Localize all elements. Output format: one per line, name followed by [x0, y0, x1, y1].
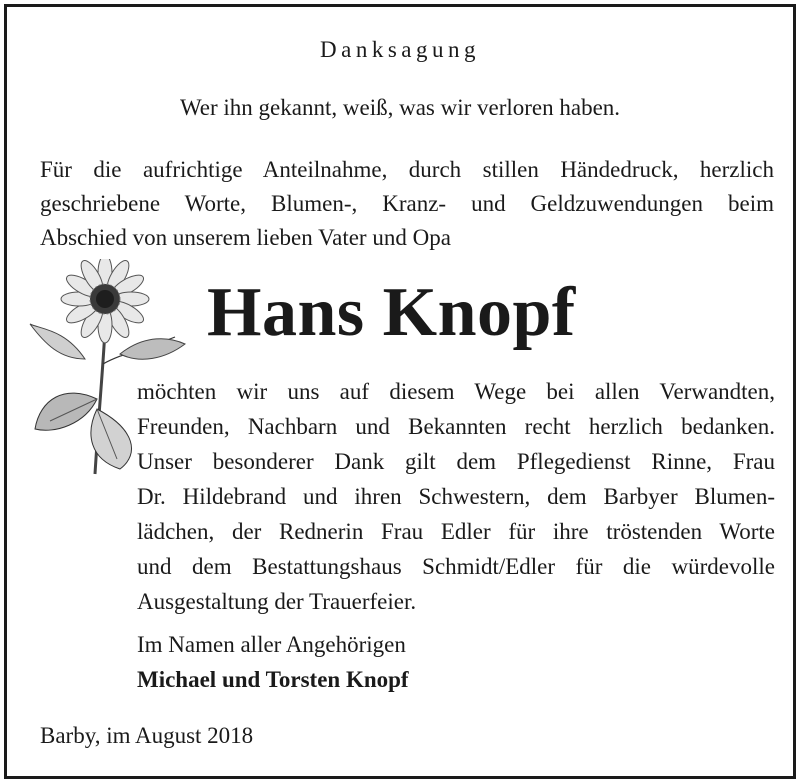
signoff	[137, 627, 409, 697]
intro-line: Abschied von unserem lieben Vater und Opa	[40, 225, 451, 250]
notice-heading: Danksagung	[320, 37, 480, 62]
body-line: Ausgestaltung der Trauerfeier.	[137, 589, 417, 614]
intro-line: Für die aufrichtige Anteilnahme, durch stillen Händedruck, herzlich	[40, 157, 774, 182]
intro-line: geschriebene Worte, Blumen-, Kranz- und Geldzuwendungen beim	[40, 191, 774, 216]
deceased-name: Hans Knopf	[207, 274, 576, 351]
body-line: Dr. Hildebrand und ihren Schwestern, dem Barbyer Blumen-	[137, 484, 775, 509]
body-line: Unser besonderer Dank gilt dem Pflegedienst Rinne, Frau	[137, 449, 775, 474]
obituary-notice	[4, 4, 796, 779]
place-date: Barby, im August 2018	[40, 723, 254, 748]
signoff-line: Im Namen aller Angehörigen	[137, 632, 406, 657]
intro-text	[40, 153, 774, 255]
body-line: Freunden, Nachbarn und Bekannten recht herzlich bedanken.	[137, 414, 775, 439]
signoff-names: Michael und Torsten Knopf	[137, 667, 409, 692]
body-line: und dem Bestattungshaus Schmidt/Edler für die würdevolle	[137, 554, 775, 579]
motto: Wer ihn gekannt, weiß, was wir verloren haben.	[179, 95, 621, 120]
body-text	[137, 374, 775, 619]
body-line: möchten wir uns auf diesem Wege bei allen Verwandten,	[137, 379, 775, 404]
body-line: lädchen, der Rednerin Frau Edler für ihre tröstenden Worte	[137, 519, 775, 544]
